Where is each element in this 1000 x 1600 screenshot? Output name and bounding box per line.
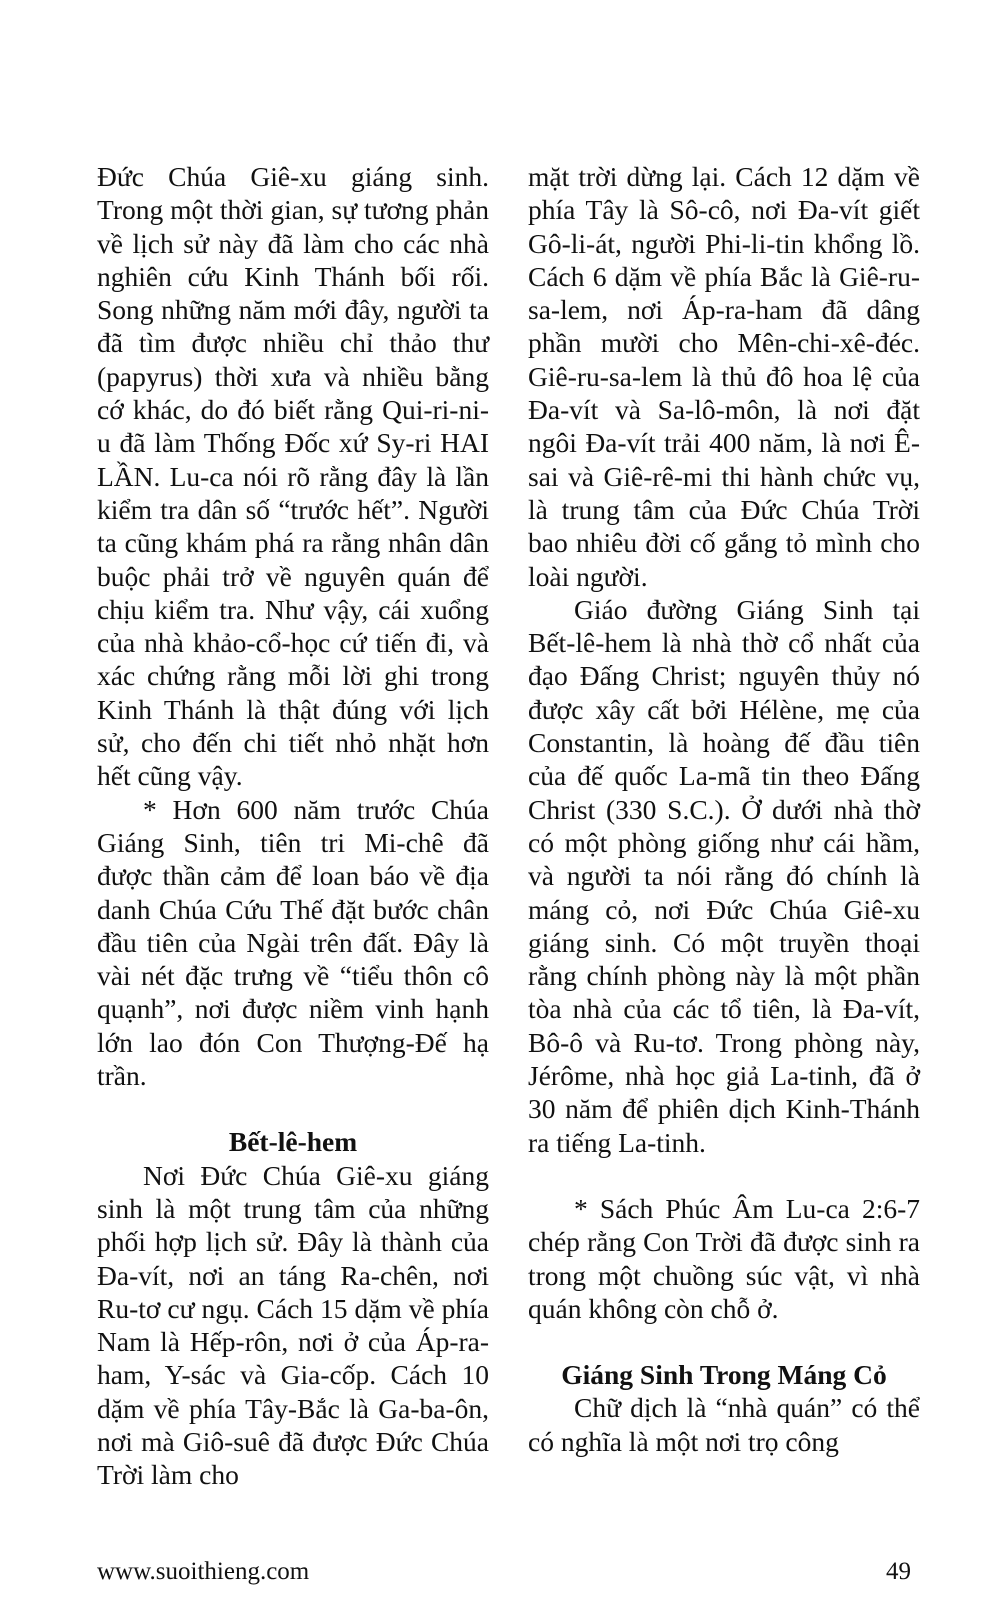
right-paragraph-1: mặt trời dừng lại. Cách 12 dặm về phía Tây là Sô-cô, nơi Đa-vít giết Gô-li-át, người Phi-li-tin khổng lồ. Cách 6 dặm về phía Bắc là Giê-ru-sa-lem, nơi Áp-ra-ham đã dâng phần mười cho Mên-chi-xê-đéc. Giê-ru-sa-lem là thủ đô hoa lệ của Đa-vít và Sa-lô-môn, là nơi đặt ngôi Đa-vít trải 400 năm, là nơi Ê-sai và Giê-rê-mi thi hành chức vụ, là trung tâm của Đức Chúa Trời bao nhiêu đời cố gắng tỏ mình cho loài người.: [528, 161, 920, 592]
right-column: [528, 160, 920, 1458]
right-paragraph-3: Chữ dịch là “nhà quán” có thể có nghĩa là một nơi trọ công: [528, 1392, 920, 1457]
left-paragraph-3: Nơi Đức Chúa Giê-xu giáng sinh là một trung tâm của những phối hợp lịch sử. Đây là thành của Đa-vít, nơi an táng Ra-chên, nơi Ru-tơ cư ngụ. Cách 15 dặm về phía Nam là Hếp-rôn, nơi ở của Áp-ra-ham, Y-sác và Gia-cốp. Cách 10 dặm về phía Tây-Bắc là Ga-ba-ôn, nơi mà Giô-suê đã được Đức Chúa Trời làm cho: [97, 1159, 489, 1491]
left-paragraph-2: * Hơn 600 năm trước Chúa Giáng Sinh, tiên tri Mi-chê đã được thần cảm để loan báo về địa danh Chúa Cứu Thế đặt bước chân đầu tiên của Ngài trên đất. Đây là vài nét đặc trưng về “tiểu thôn cô quạnh”, nơi được niềm vinh hạnh lớn lao đón Con Thượng-Đế hạ trần.: [97, 793, 489, 1092]
section-heading-bethlehem: Bết-lê-hem: [228, 1126, 358, 1158]
right-paragraph-2: Giáo đường Giáng Sinh tại Bết-lê-hem là nhà thờ cổ nhất của đạo Đấng Christ; nguyên thủy nó được xây cất bởi Hélène, mẹ của Constantin, là hoàng đế đầu tiên của đế quốc La-mã tin theo Đấng Christ (330 S.C.). Ở dưới nhà thờ có một phòng giống như cái hầm, và người ta nói rằng đó chính là máng cỏ, nơi Đức Chúa Giê-xu giáng sinh. Có một truyền thoại rằng chính phòng này là một phần tòa nhà của các tổ tiên, là Đa-vít, Bô-ô và Ru-tơ. Trong phòng này, Jérôme, nhà học giả La-tinh, đã ở 30 năm để phiên dịch Kinh-Thánh ra tiếng La-tinh.: [528, 593, 920, 1158]
right-note: * Sách Phúc Âm Lu-ca 2:6-7 chép rằng Con Trời đã được sinh ra trong một chuồng súc vật, vì nhà quán không còn chỗ ở.: [528, 1192, 920, 1324]
left-paragraph-1: Đức Chúa Giê-xu giáng sinh. Trong một thời gian, sự tương phản về lịch sử này đã làm cho các nhà nghiên cứu Kinh Thánh bối rối. Song những năm mới đây, người ta đã tìm được nhiều chỉ thảo thư (papyrus) thời xưa và nhiều bằng cớ khác, do đó biết rằng Qui-ri-ni-u đã làm Thống Đốc xứ Sy-ri HAI LẦN. Lu-ca nói rõ rằng đây là lần kiểm tra dân số “trước hết”. Người ta cũng khám phá ra rằng nhân dân buộc phải trở về nguyên quán để chịu kiểm tra. Như vậy, cái xuổng của nhà khảo-cổ-học cứ tiến đi, và xác chứng rằng mỗi lời ghi trong Kinh Thánh là thật đúng với lịch sử, cho đến chi tiết nhỏ nhặt hơn hết cũng vậy.: [97, 161, 489, 792]
footer-website: www.suoithieng.com: [97, 1558, 310, 1585]
left-column: [97, 160, 489, 1492]
page-number: 49: [886, 1558, 911, 1585]
section-heading-manger: Giáng Sinh Trong Máng Cỏ: [561, 1359, 887, 1391]
